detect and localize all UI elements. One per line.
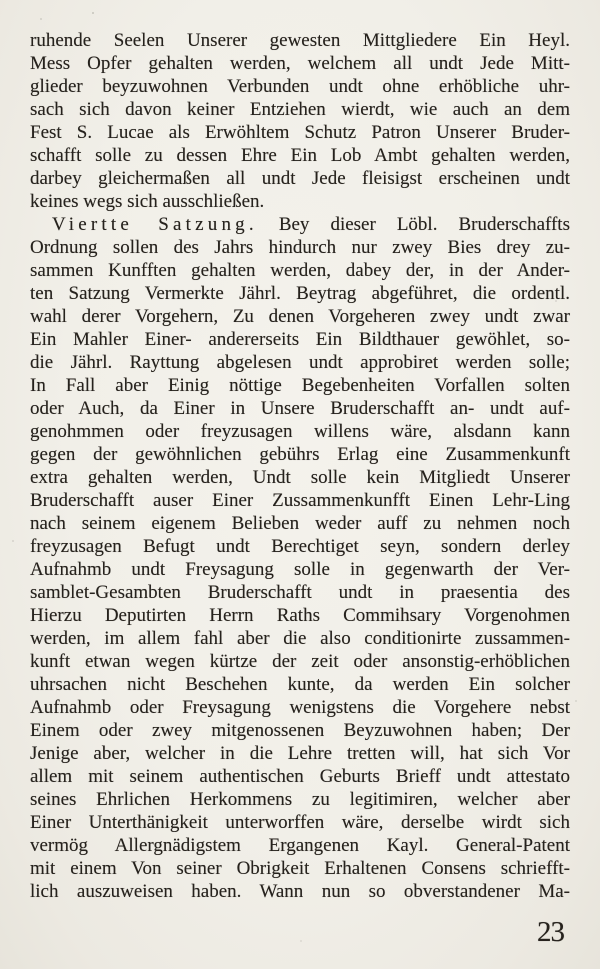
text-line: darbey gleichermaßen all undt Jede fleisigst erscheinen undt [30,168,570,189]
text-line: In Fall aber Einig nöttige Begebenheiten Vorfallen solten [30,375,570,396]
page-text-block [30,29,570,903]
section-heading: Viertte Satzung. [52,214,258,235]
text-line: wahl derer Vorgehern, Zu denen Vorgeheren zwey undt zwar [30,306,570,327]
text-line: Viertte Satzung. Bey dieser Löbl. Bruderschaffts [52,214,570,235]
text-line: uhrsachen nicht Beschehen kunte, da werden Ein solcher [30,674,570,695]
text-line: die Jährl. Rayttung abgelesen undt approbiret werden solle; [30,352,570,373]
text-line: kunft etwan wegen kürtze der zeit oder ansonstig-erhöblichen [30,651,570,672]
text-line: nach seinem eigenem Belieben weder auff zu nehmen noch [30,513,570,534]
text-line: glieder beyzuwohnen Verbunden undt ohne erhöbliche uhr- [30,76,570,97]
text-line: oder Auch, da Einer in Unsere Bruderschafft an- undt auf- [30,398,570,419]
text-line: allem mit seinem authentischen Geburts Brieff undt attestato [30,766,570,787]
page-number: 23 [537,916,564,948]
text-line: Ordnung sollen des Jahrs hindurch nur zwey Bies drey zu- [30,237,570,258]
text-line: ruhende Seelen Unserer gewesten Mittgliedere Ein Heyl. [30,30,570,51]
text-line: gegen der gewöhnlichen gebührs Erlag eine Zusammenkunft [30,444,570,465]
scan-artifact [0,0,2,2]
text-line: vermög Allergnädigstem Ergangenen Kayl. General-Patent [30,835,570,856]
text-line: Einem oder zwey mitgenossenen Beyzuwohnen haben; Der [30,720,570,741]
text-line: Mess Opfer gehalten werden, welchem all undt Jede Mitt- [30,53,570,74]
text-line: Jenige aber, welcher in die Lehre tretten will, hat sich Vor [30,743,570,764]
text-line: sach sich davon keiner Entziehen wierdt, wie auch an dem [30,99,570,120]
text-line: ten Satzung Vermerkte Jährl. Beytrag abgeführet, die ordentl. [30,283,570,304]
text-line: Fest S. Lucae als Erwöhltem Schutz Patron Unserer Bruder- [30,122,570,143]
text-line: genohmmen oder freyzusagen willens wäre, alsdann kann [30,421,570,442]
text-line: Aufnahmb undt Freysagung solle in gegenwarth der Ver- [30,559,570,580]
text-line: Bruderschafft auser Einer Zussammenkunfft Einen Lehr-Ling [30,490,570,511]
text-line: schafft solle zu dessen Ehre Ein Lob Ambt gehalten werden, [30,145,570,166]
text-line: werden, im allem fahl aber die also conditionirte zussammen- [30,628,570,649]
text-line: Aufnahmb oder Freysagung wenigstens die Vorgehere nebst [30,697,570,718]
text-line: Hierzu Deputirten Herrn Raths Commihsary Vorgenohmen [30,605,570,626]
text-line: keines wegs sich ausschließen. [30,191,265,212]
text-line: freyzusagen Befugt undt Berechtiget seyn, sondern derley [30,536,570,557]
text-line: mit einem Von seiner Obrigkeit Erhaltenen Consens schriefft- [30,858,570,879]
text-line: Ein Mahler Einer- andererseits Ein Bildthauer gewöhlet, so- [30,329,570,350]
text-line: samblet-Gesambten Bruderschafft undt in praesentia des [30,582,570,603]
text-line: extra gehalten werden, Undt solle kein Mitgliedt Unserer [30,467,570,488]
text-line: sammen Kunfften gehalten werden, dabey der, in der Ander- [30,260,570,281]
text-line: Einer Unterthänigkeit unterworffen wäre, derselbe wirdt sich [30,812,570,833]
text-line: lich auszuweisen haben. Wann nun so obverstandener Ma- [30,881,570,902]
text-line: seines Ehrlichen Herkommens zu legitimiren, welcher aber [30,789,570,810]
